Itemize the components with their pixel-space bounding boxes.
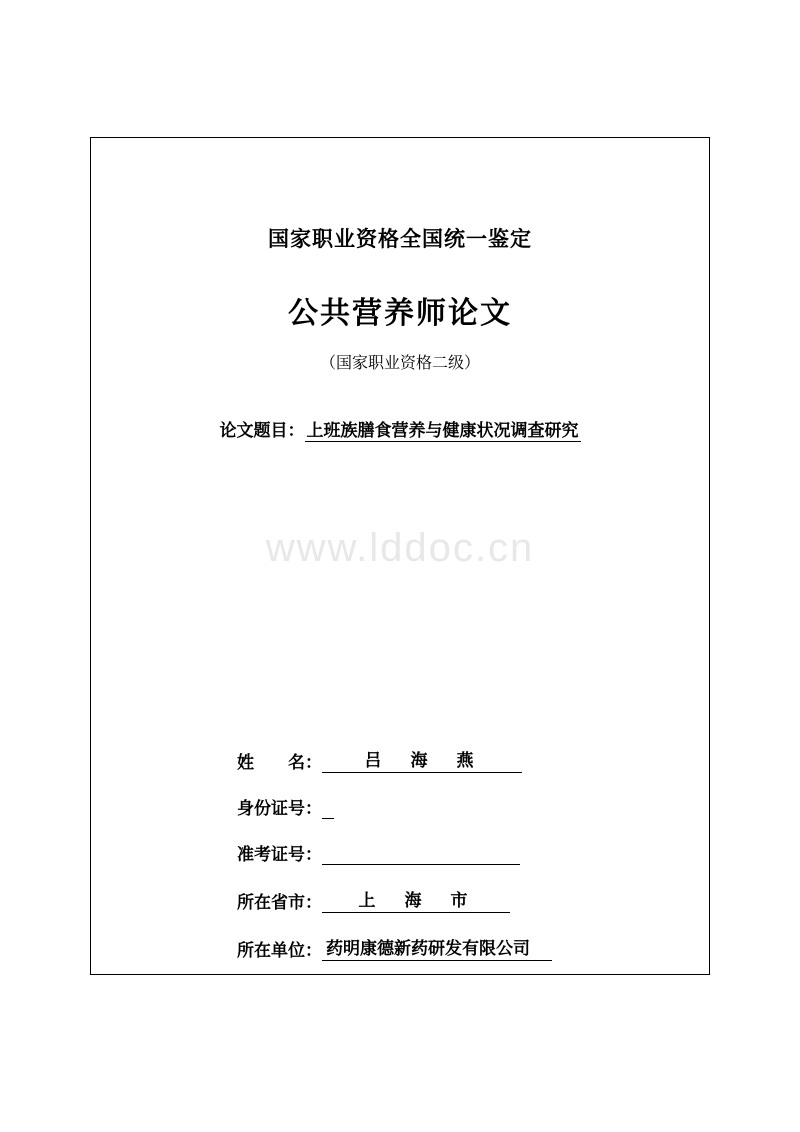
metadata-fields: [237, 746, 637, 982]
watermark-text: www.lddoc.cn: [265, 526, 535, 570]
document-header-line: 国家职业资格全国统一鉴定: [268, 228, 532, 251]
field-row-organization: [237, 934, 637, 961]
page-border-frame: [90, 137, 710, 975]
field-row-id-number: [237, 794, 637, 819]
field-label-name: 姓 名：: [237, 753, 322, 772]
field-value-exam-number: [322, 845, 520, 865]
field-row-exam-number: [237, 840, 637, 865]
field-value-province-city: 上 海 市: [322, 886, 510, 913]
field-row-name: [237, 746, 637, 773]
field-value-name: 吕 海 燕: [322, 746, 522, 773]
field-row-province-city: [237, 886, 637, 913]
field-label-id-number: 身份证号：: [237, 799, 322, 818]
paper-title-value: 上班族膳食营养与健康状况调查研究: [306, 421, 579, 440]
field-value-organization: 药明康德新药研发有限公司: [322, 934, 552, 961]
field-label-organization: 所在单位：: [237, 941, 322, 960]
field-label-exam-number: 准考证号：: [237, 845, 322, 864]
field-label-province-city: 所在省市：: [237, 893, 322, 912]
document-subtitle: （国家职业资格二级）: [319, 355, 480, 372]
document-main-title: 公共营养师论文: [288, 297, 512, 330]
field-value-id-number: [322, 799, 334, 819]
paper-title-label: 论文题目：: [219, 421, 305, 440]
paper-title-row: [91, 416, 709, 441]
